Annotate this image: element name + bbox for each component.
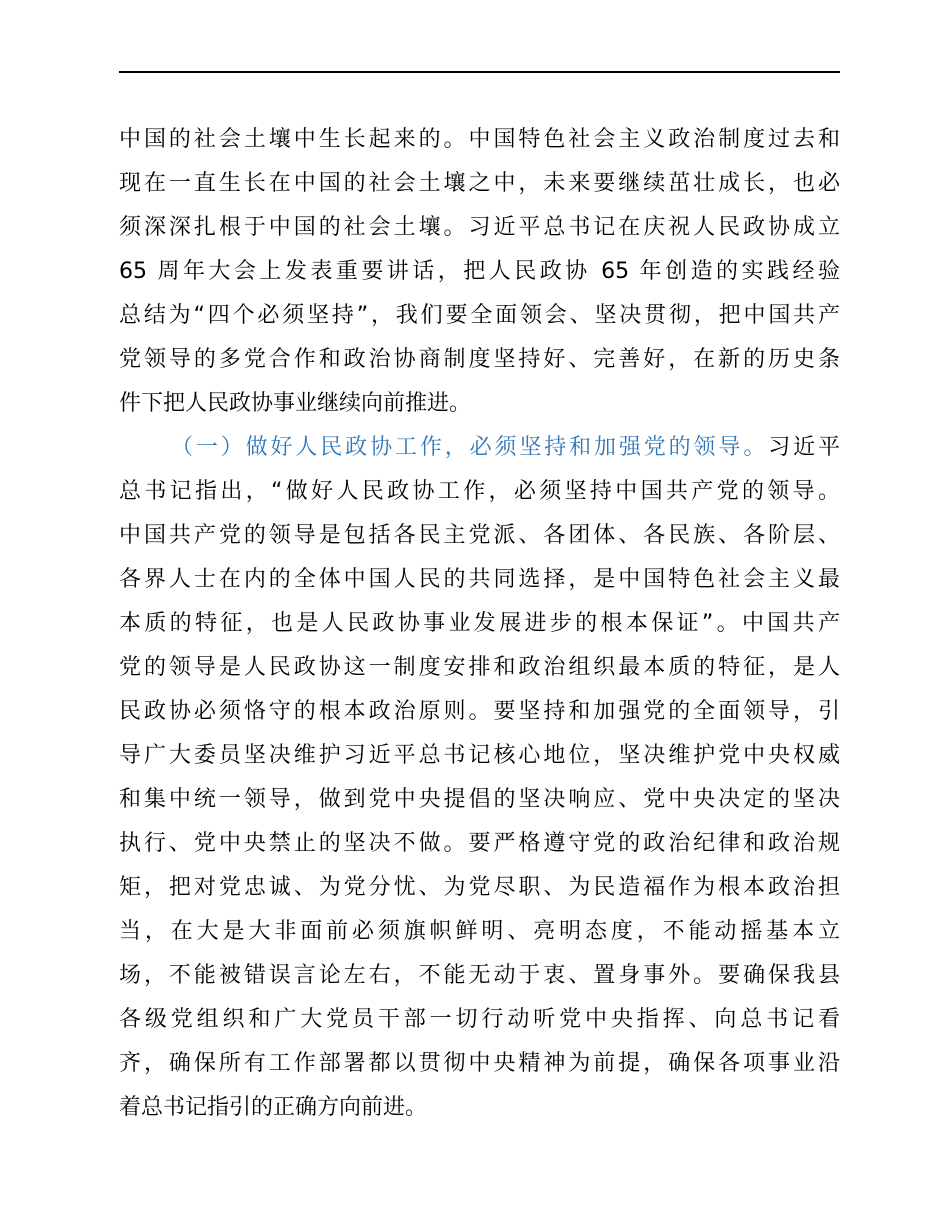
paragraph-line: 件下把人民政协事业继续向前推进。 — [119, 391, 472, 416]
paragraph-line: 民政协必须恪守的根本政治原则。要坚持和加强党的全面领导，引 — [119, 699, 840, 724]
paragraph-line: 导广大委员坚决维护习近平总书记核心地位，坚决维护党中央权威 — [119, 743, 840, 768]
paragraph-line: 65 周年大会上发表重要讲话，把人民政协 65 年创造的实践经验 — [119, 259, 840, 284]
paragraph-line: 党的领导是人民政协这一制度安排和政治组织最本质的特征，是人 — [119, 655, 840, 680]
paragraph-line: 中国共产党的领导是包括各民主党派、各团体、各民族、各阶层、 — [119, 523, 840, 548]
section-heading: （一）做好人民政协工作，必须坚持和加强党的领导。 — [171, 435, 769, 460]
paragraph-line: 须深深扎根于中国的社会土壤。习近平总书记在庆祝人民政协成立 — [119, 215, 840, 240]
paragraph-line: 场，不能被错误言论左右，不能无动于衷、置身事外。要确保我县 — [119, 963, 840, 988]
paragraph-line: 矩，把对党忠诚、为党分忧、为党尽职、为民造福作为根本政治担 — [119, 875, 840, 900]
paragraph-line: 总结为“四个必须坚持”，我们要全面领会、坚决贯彻，把中国共产 — [119, 303, 840, 328]
paragraph-line: 现在一直生长在中国的社会土壤之中，未来要继续茁壮成长，也必 — [119, 171, 840, 196]
section-heading-line — [119, 426, 840, 470]
section-heading-tail: 习近平 — [768, 435, 840, 460]
paragraph-line: 齐，确保所有工作部署都以贯彻中央精神为前提，确保各项事业沿 — [119, 1051, 840, 1076]
paragraph-line: 本质的特征，也是人民政协事业发展进步的根本保证”。中国共产 — [119, 611, 840, 636]
body-text — [119, 118, 840, 1130]
paragraph-line: 着总书记指引的正确方向前进。 — [119, 1095, 428, 1120]
paragraph-line: 各界人士在内的全体中国人民的共同选择，是中国特色社会主义最 — [119, 567, 840, 592]
paragraph-line: 和集中统一领导，做到党中央提倡的坚决响应、党中央决定的坚决 — [119, 787, 840, 812]
paragraph-line: 中国的社会土壤中生长起来的。中国特色社会主义政治制度过去和 — [119, 127, 840, 152]
paragraph-line: 当，在大是大非面前必须旗帜鲜明、亮明态度，不能动摇基本立 — [119, 919, 840, 944]
header-rule — [119, 71, 840, 73]
paragraph-line: 总书记指出，“做好人民政协工作，必须坚持中国共产党的领导。 — [119, 479, 840, 504]
paragraph-line: 各级党组织和广大党员干部一切行动听党中央指挥、向总书记看 — [119, 1007, 840, 1032]
paragraph-line: 执行、党中央禁止的坚决不做。要严格遵守党的政治纪律和政治规 — [119, 831, 840, 856]
paragraph-line: 党领导的多党合作和政治协商制度坚持好、完善好，在新的历史条 — [119, 347, 840, 372]
